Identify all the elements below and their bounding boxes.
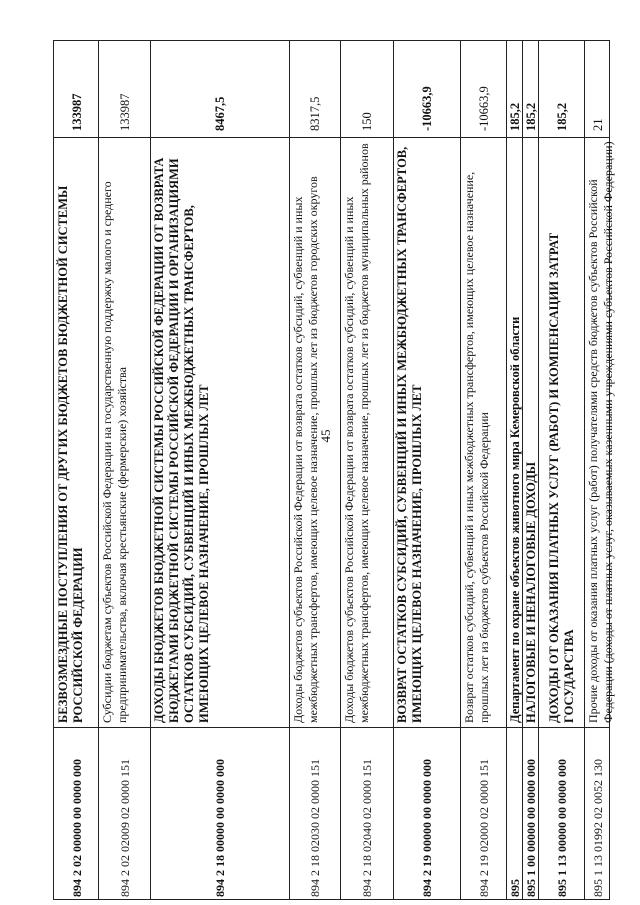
- table-cell-name: Департамент по охране объектов животного мира Кемеровской области: [507, 316, 522, 723]
- table-cell-code: 894 2 02 02009 02 0000 151: [117, 759, 132, 897]
- table-cell-name: ВОЗВРАТ ОСТАТКОВ СУБСИДИЙ, СУБВЕНЦИЙ И ИНЫХ МЕЖБЮДЖЕТНЫХ ТРАНСФЕРТОВ, ИМЕЮЩИХ ЦЕЛЕВОЕ НАЗНАЧЕНИЕ, ПРОШЛЫХ ЛЕТ: [395, 146, 424, 723]
- table-cell-name: Возврат остатков субсидий, субвенций и иных межбюджетных трансфертов, имеющих целевое назначение, прошлых лет из бюджетов субъектов Российской Федерации: [462, 171, 491, 723]
- table-cell-name: Доходы бюджетов субъектов Российской Федерации от возврата остатков субсидий, субвенций и иных межбюджетных трансфертов, имеющих целевое назначение, прошлых лет из бюджетов муниципальных районов: [342, 143, 371, 723]
- table-cell-amount: 185,2: [507, 102, 522, 131]
- table-cell-code: 894 2 19 00000 00 0000 000: [420, 759, 434, 897]
- row-divider: [98, 41, 99, 899]
- budget-revenue-table: [53, 40, 615, 900]
- table-cell-name: Субсидии бюджетам субъектов Российской Федерации на государственную поддержку малого и среднего предпринимательства, включая крестьянские (фермерские) хозяйства: [100, 181, 129, 723]
- table-cell-amount: 8317,5: [308, 96, 323, 131]
- table-cell-name: ДОХОДЫ ОТ ОКАЗАНИЯ ПЛАТНЫХ УСЛУГ (РАБОТ) И КОМПЕНСАЦИИ ЗАТРАТ ГОСУДАРСТВА: [547, 232, 576, 723]
- table-cell-code: 895: [507, 879, 522, 897]
- table-cell-amount: 21: [591, 118, 606, 131]
- row-divider: [393, 41, 394, 899]
- table-cell-code: 895 1 13 00000 00 0000 000: [554, 759, 569, 897]
- table-cell-amount: 8467,5: [213, 96, 227, 131]
- table-cell-amount: -10663,9: [476, 86, 491, 131]
- table-cell-code: 895 1 13 01992 02 0052 130: [591, 759, 606, 897]
- table-cell-code: 894 2 02 00000 00 0000 000: [69, 759, 84, 897]
- row-divider: [289, 41, 290, 899]
- table-cell-amount: -10663,9: [420, 86, 434, 131]
- table-cell-code: 894 2 19 02000 02 0000 151: [476, 759, 491, 897]
- table-cell-name: ДОХОДЫ БЮДЖЕТОВ БЮДЖЕТНОЙ СИСТЕМЫ РОССИЙСКОЙ ФЕДЕРАЦИИ ОТ ВОЗВРАТА БЮДЖЕТАМИ БЮДЖЕТНОЙ СИСТЕМЫ РОССИЙСКОЙ ФЕДЕРАЦИИ И ОРГАНИЗАЦИЯМИ ОСТАТКОВ СУБСИДИЙ, СУБВЕНЦИЙ И ИНЫХ МЕЖБЮДЖЕТНЫХ ТРАНСФЕРТОВ, ИМЕЮЩИХ ЦЕЛЕВОЕ НАЗНАЧЕНИЕ, ПРОШЛЫХ ЛЕТ: [152, 157, 211, 723]
- table-cell-amount: 185,2: [523, 102, 538, 131]
- row-divider: [460, 41, 461, 899]
- table-cell-code: 895 1 00 00000 00 0000 000: [523, 759, 538, 897]
- page-number: 45: [318, 429, 333, 443]
- column-divider: [54, 727, 609, 728]
- table-cell-name: Прочие доходы от оказания платных услуг (работ) получателями средств бюджетов субъектов Российской Федерации (доходы от платных услуг, оказываемых казенными учреждениями субъектов Российской Федерации): [586, 141, 615, 723]
- row-divider: [150, 41, 151, 899]
- row-divider: [340, 41, 341, 899]
- table-cell-code: 894 2 18 02040 02 0000 151: [360, 759, 375, 897]
- table-cell-code: 894 2 18 00000 00 0000 000: [213, 759, 227, 897]
- table-cell-amount: 133987: [117, 93, 132, 131]
- table-cell-amount: 185,2: [554, 102, 569, 131]
- table-cell-name: НАЛОГОВЫЕ И НЕНАЛОГОВЫЕ ДОХОДЫ: [523, 461, 538, 723]
- table-cell-name: Доходы бюджетов субъектов Российской Федерации от возврата остатков субсидий, субвенций и иных межбюджетных трансфертов, имеющих целевое назначение, прошлых лет из бюджетов городских округов: [291, 176, 320, 723]
- table-cell-name: БЕЗВОЗМЕЗДНЫЕ ПОСТУПЛЕНИЯ ОТ ДРУГИХ БЮДЖЕТОВ БЮДЖЕТНОЙ СИСТЕМЫ РОССИЙСКОЙ ФЕДЕРАЦИИ: [56, 185, 85, 723]
- column-divider: [54, 137, 609, 138]
- row-divider: [584, 41, 585, 899]
- table-cell-code: 894 2 18 02030 02 0000 151: [308, 759, 323, 897]
- table-cell-amount: 150: [360, 112, 375, 131]
- table-cell-amount: 133987: [69, 93, 84, 131]
